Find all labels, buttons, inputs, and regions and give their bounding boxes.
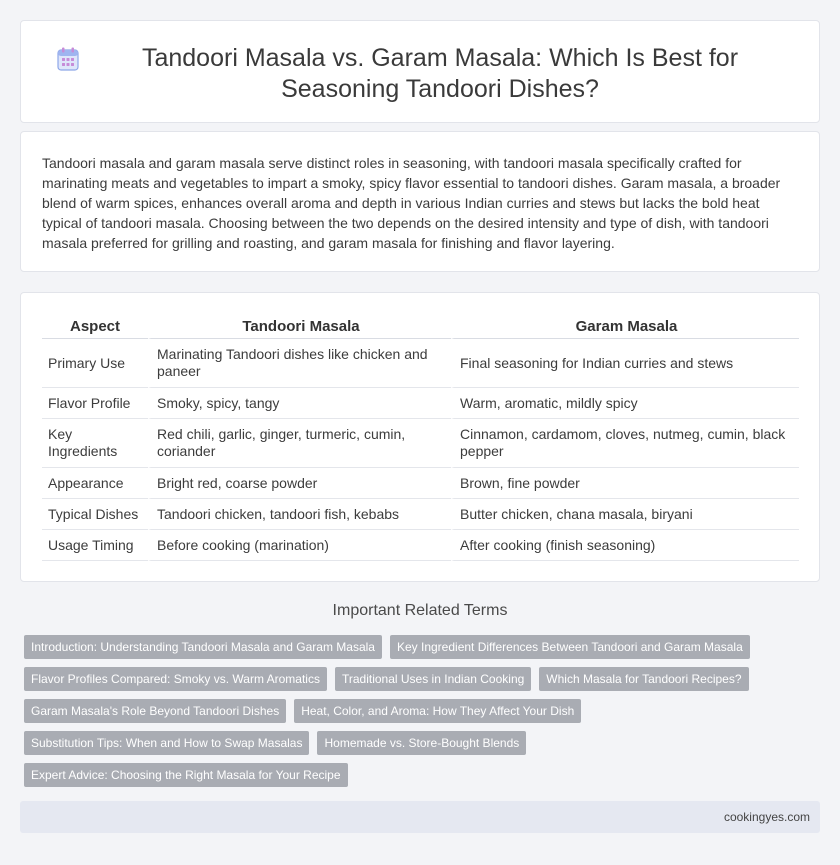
related-tag[interactable]: Substitution Tips: When and How to Swap Masalas xyxy=(24,731,309,755)
cell-garam: Final seasoning for Indian curries and stews xyxy=(451,339,799,388)
related-tag[interactable]: Expert Advice: Choosing the Right Masala for Your Recipe xyxy=(24,763,348,787)
cell-tandoori: Bright red, coarse powder xyxy=(148,468,451,499)
cell-tandoori: Marinating Tandoori dishes like chicken and paneer xyxy=(148,339,451,388)
cell-garam: Brown, fine powder xyxy=(451,468,799,499)
tag-row xyxy=(24,763,348,787)
cell-tandoori: Red chili, garlic, ginger, turmeric, cumin, coriander xyxy=(148,419,451,468)
cell-aspect: Flavor Profile xyxy=(42,388,148,419)
related-tag[interactable]: Homemade vs. Store-Bought Blends xyxy=(317,731,526,755)
cell-tandoori: Before cooking (marination) xyxy=(148,530,451,561)
table-row xyxy=(42,339,799,388)
table-row xyxy=(42,468,799,499)
related-tag[interactable]: Which Masala for Tandoori Recipes? xyxy=(539,667,748,691)
calendar-icon xyxy=(57,47,79,71)
page-title: Tandoori Masala vs. Garam Masala: Which Is Best for Seasoning Tandoori Dishes? xyxy=(141,44,739,103)
related-tag[interactable]: Flavor Profiles Compared: Smoky vs. Warm Aromatics xyxy=(24,667,327,691)
related-tag[interactable]: Garam Masala's Role Beyond Tandoori Dishes xyxy=(24,699,286,723)
cell-garam: Butter chicken, chana masala, biryani xyxy=(451,499,799,530)
tag-row xyxy=(24,731,526,755)
related-tag[interactable]: Introduction: Understanding Tandoori Masala and Garam Masala xyxy=(24,635,382,659)
table-row xyxy=(42,530,799,561)
cell-aspect: Typical Dishes xyxy=(42,499,148,530)
title-card xyxy=(20,20,820,123)
related-tag[interactable]: Traditional Uses in Indian Cooking xyxy=(335,667,531,691)
header-tandoori: Tandoori Masala xyxy=(148,311,451,339)
comparison-card xyxy=(20,292,820,582)
related-tag[interactable]: Key Ingredient Differences Between Tandoori and Garam Masala xyxy=(390,635,750,659)
comparison-table xyxy=(42,311,799,561)
header-aspect: Aspect xyxy=(42,311,148,339)
footer-site[interactable]: cookingyes.com xyxy=(723,810,810,824)
cell-aspect: Usage Timing xyxy=(42,530,148,561)
cell-garam: Warm, aromatic, mildly spicy xyxy=(451,388,799,419)
table-row xyxy=(42,388,799,419)
cell-tandoori: Tandoori chicken, tandoori fish, kebabs xyxy=(148,499,451,530)
cell-aspect: Primary Use xyxy=(42,339,148,388)
tag-row xyxy=(24,635,750,659)
table-row xyxy=(42,499,799,530)
footer xyxy=(20,801,820,833)
cell-garam: After cooking (finish seasoning) xyxy=(451,530,799,561)
cell-garam: Cinnamon, cardamom, cloves, nutmeg, cumin, black pepper xyxy=(451,419,799,468)
cell-aspect: Appearance xyxy=(42,468,148,499)
header-garam: Garam Masala xyxy=(451,311,799,339)
cell-tandoori: Smoky, spicy, tangy xyxy=(148,388,451,419)
related-terms-title: Important Related Terms xyxy=(332,602,508,619)
related-tag[interactable]: Heat, Color, and Aroma: How They Affect Your Dish xyxy=(294,699,581,723)
intro-card xyxy=(20,131,820,272)
intro-paragraph: Tandoori masala and garam masala serve distinct roles in seasoning, with tandoori masala specifically crafted for marinating meats and vegetables to impart a smoky, spicy flavor essential to tandoori dishes. Garam masala, a broader blend of warm spices, enhances overall aroma and depth in various Indian curries and stews but lacks the bold heat typical of tandoori masala. Choosing between the two depends on the desired intensity and type of dish, with tandoori masala preferred for grilling and roasting, and garam masala for finishing and flavor layering. xyxy=(42,155,781,251)
cell-aspect: Key Ingredients xyxy=(42,419,148,468)
table-row xyxy=(42,419,799,468)
tag-row xyxy=(24,699,581,723)
tag-row xyxy=(24,667,749,691)
